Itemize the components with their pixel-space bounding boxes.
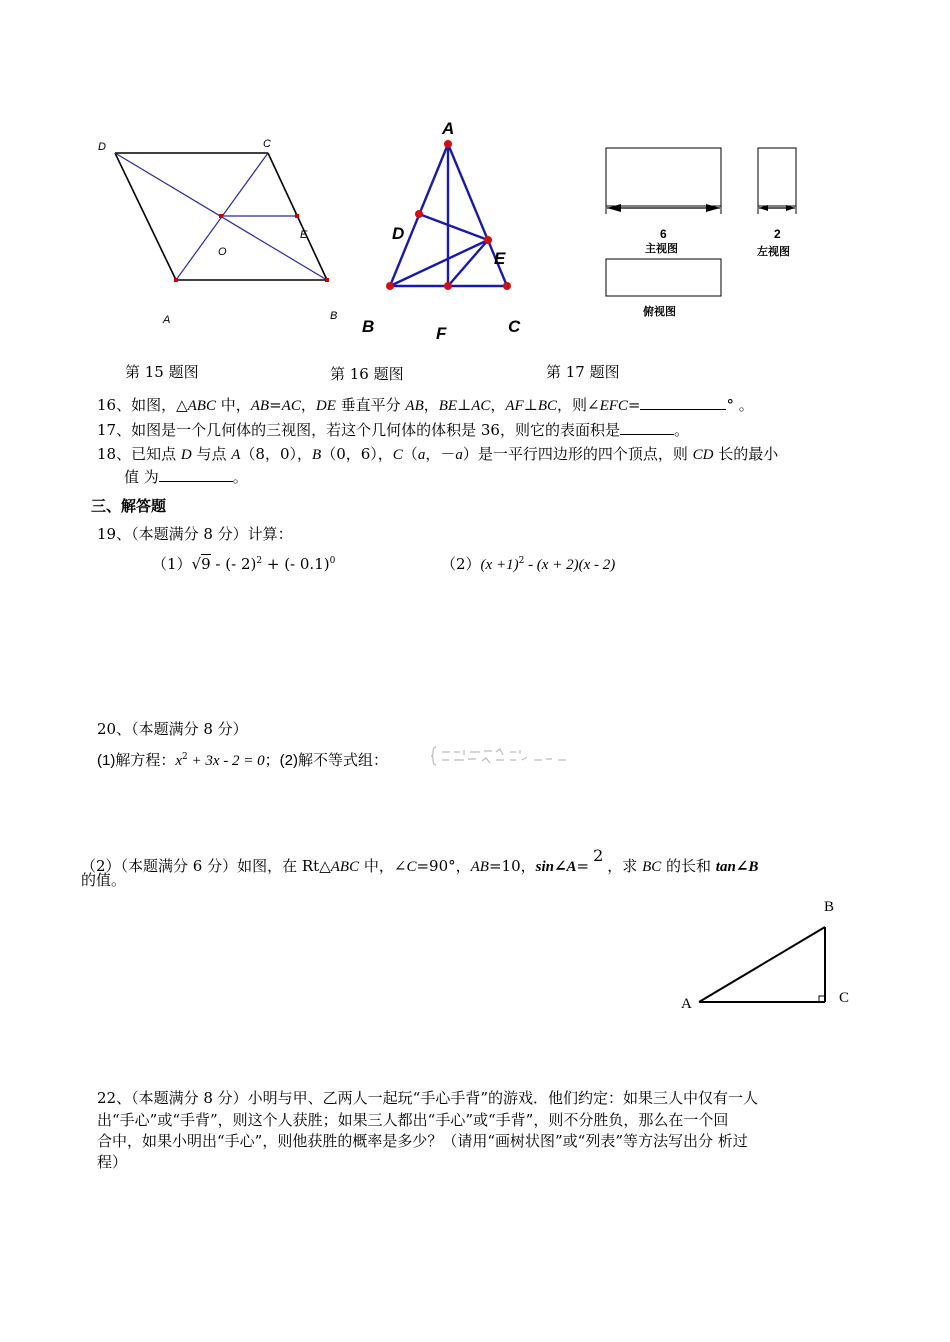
fig21-label-c: C [839,990,850,1006]
question-18-line2: 值 为 。 [124,468,248,486]
fig17-front-label: 主视图 [645,243,678,255]
question-20-head: 20、（本题满分 8 分） [97,720,248,738]
figure-21-right-triangle [670,890,860,1020]
fig16-label-a: A [442,119,455,138]
fig16-label-c: C [508,317,521,336]
fig21-label-a: A [681,996,692,1012]
fig15-label-o: O [218,246,227,258]
section-3-title: 三、解答题 [91,497,167,515]
fig16-label-e: E [494,249,506,268]
fig17-front-dim: 6 [660,227,667,241]
fig15-label-c: C [263,138,271,150]
answer-blank-17[interactable] [620,420,674,435]
inequality-system-image [430,744,576,768]
question-19-part1: （1）√9 - (- 2)$^2$ + (- 0.1)$^0$ [152,555,336,573]
fig17-side-dim: 2 [774,227,781,241]
sqrt-symbol: √ [191,555,202,573]
question-16: 16、如图，△ABC 中，AB=AC，DE 垂直平分 AB，BE⊥AC，AF⊥BC，则∠EFC= ° 。 [97,396,754,414]
fig15-label-d: D [98,141,106,153]
answer-blank-18[interactable] [159,467,233,482]
question-21-line1: （2）（本题满分 6 分）如图，在 Rt△ABC 中，∠C=90°，AB=10，sin∠A=2，求 BC 的长和 tan∠B [81,846,759,875]
fig17-top-label: 俯视图 [643,306,676,318]
caption-fig15: 第 15 题图 [125,363,199,381]
fig16-label-d: D [392,224,405,243]
figure-16 [355,112,535,347]
question-22-line4: 程） [97,1153,128,1171]
question-22-line3: 合中，如果小明出“手心”，则他获胜的概率是多少？（请用“画树状图”或“列表”等方法写出分 析过 [97,1132,748,1150]
fig21-label-b: B [824,899,835,915]
question-22-line1: 22、（本题满分 8 分）小明与甲、乙两人一起玩“手心手背”的游戏．他们约定：如果三人中仅有一人 [97,1089,759,1107]
answer-blank-16[interactable] [640,395,726,410]
question-19-head: 19、（本题满分 8 分）计算： [97,525,293,543]
question-18-line1: 18、已知点 D 与点 A（8，0），B（0，6），C（a，－a）是一平行四边形的四个顶点，则 CD 长的最小 [97,445,779,463]
caption-fig17: 第 17 题图 [546,363,620,381]
question-22-line2: 出“手心”或“手背”，则这个人获胜；如果三人都出“手心”或“手背”，则不分胜负，那么在一个回 [97,1111,729,1129]
figure-15 [90,130,350,330]
question-19-part2: $(2)(x +1)^2 - (x + 2)(x - 2)$ [441,555,616,573]
fig15-label-e: E [300,229,308,241]
fig16-label-f: F [436,324,447,343]
figure-17 [595,140,815,330]
fig15-label-a: A [163,314,171,326]
fig16-label-b: B [362,317,375,336]
question-21-line2: 的值。 [81,871,127,889]
fig17-side-label: 左视图 [757,246,790,258]
question-17: 17、如图是一个几何体的三视图，若这个几何体的体积是 36，则它的表面积是 。 [97,421,689,439]
caption-fig16: 第 16 题图 [330,365,404,383]
question-20-body: (1)解方程：$x^2 + 3x - 2 = 0$；(2)解不等式组： [97,751,389,769]
fig15-label-b: B [330,310,338,322]
